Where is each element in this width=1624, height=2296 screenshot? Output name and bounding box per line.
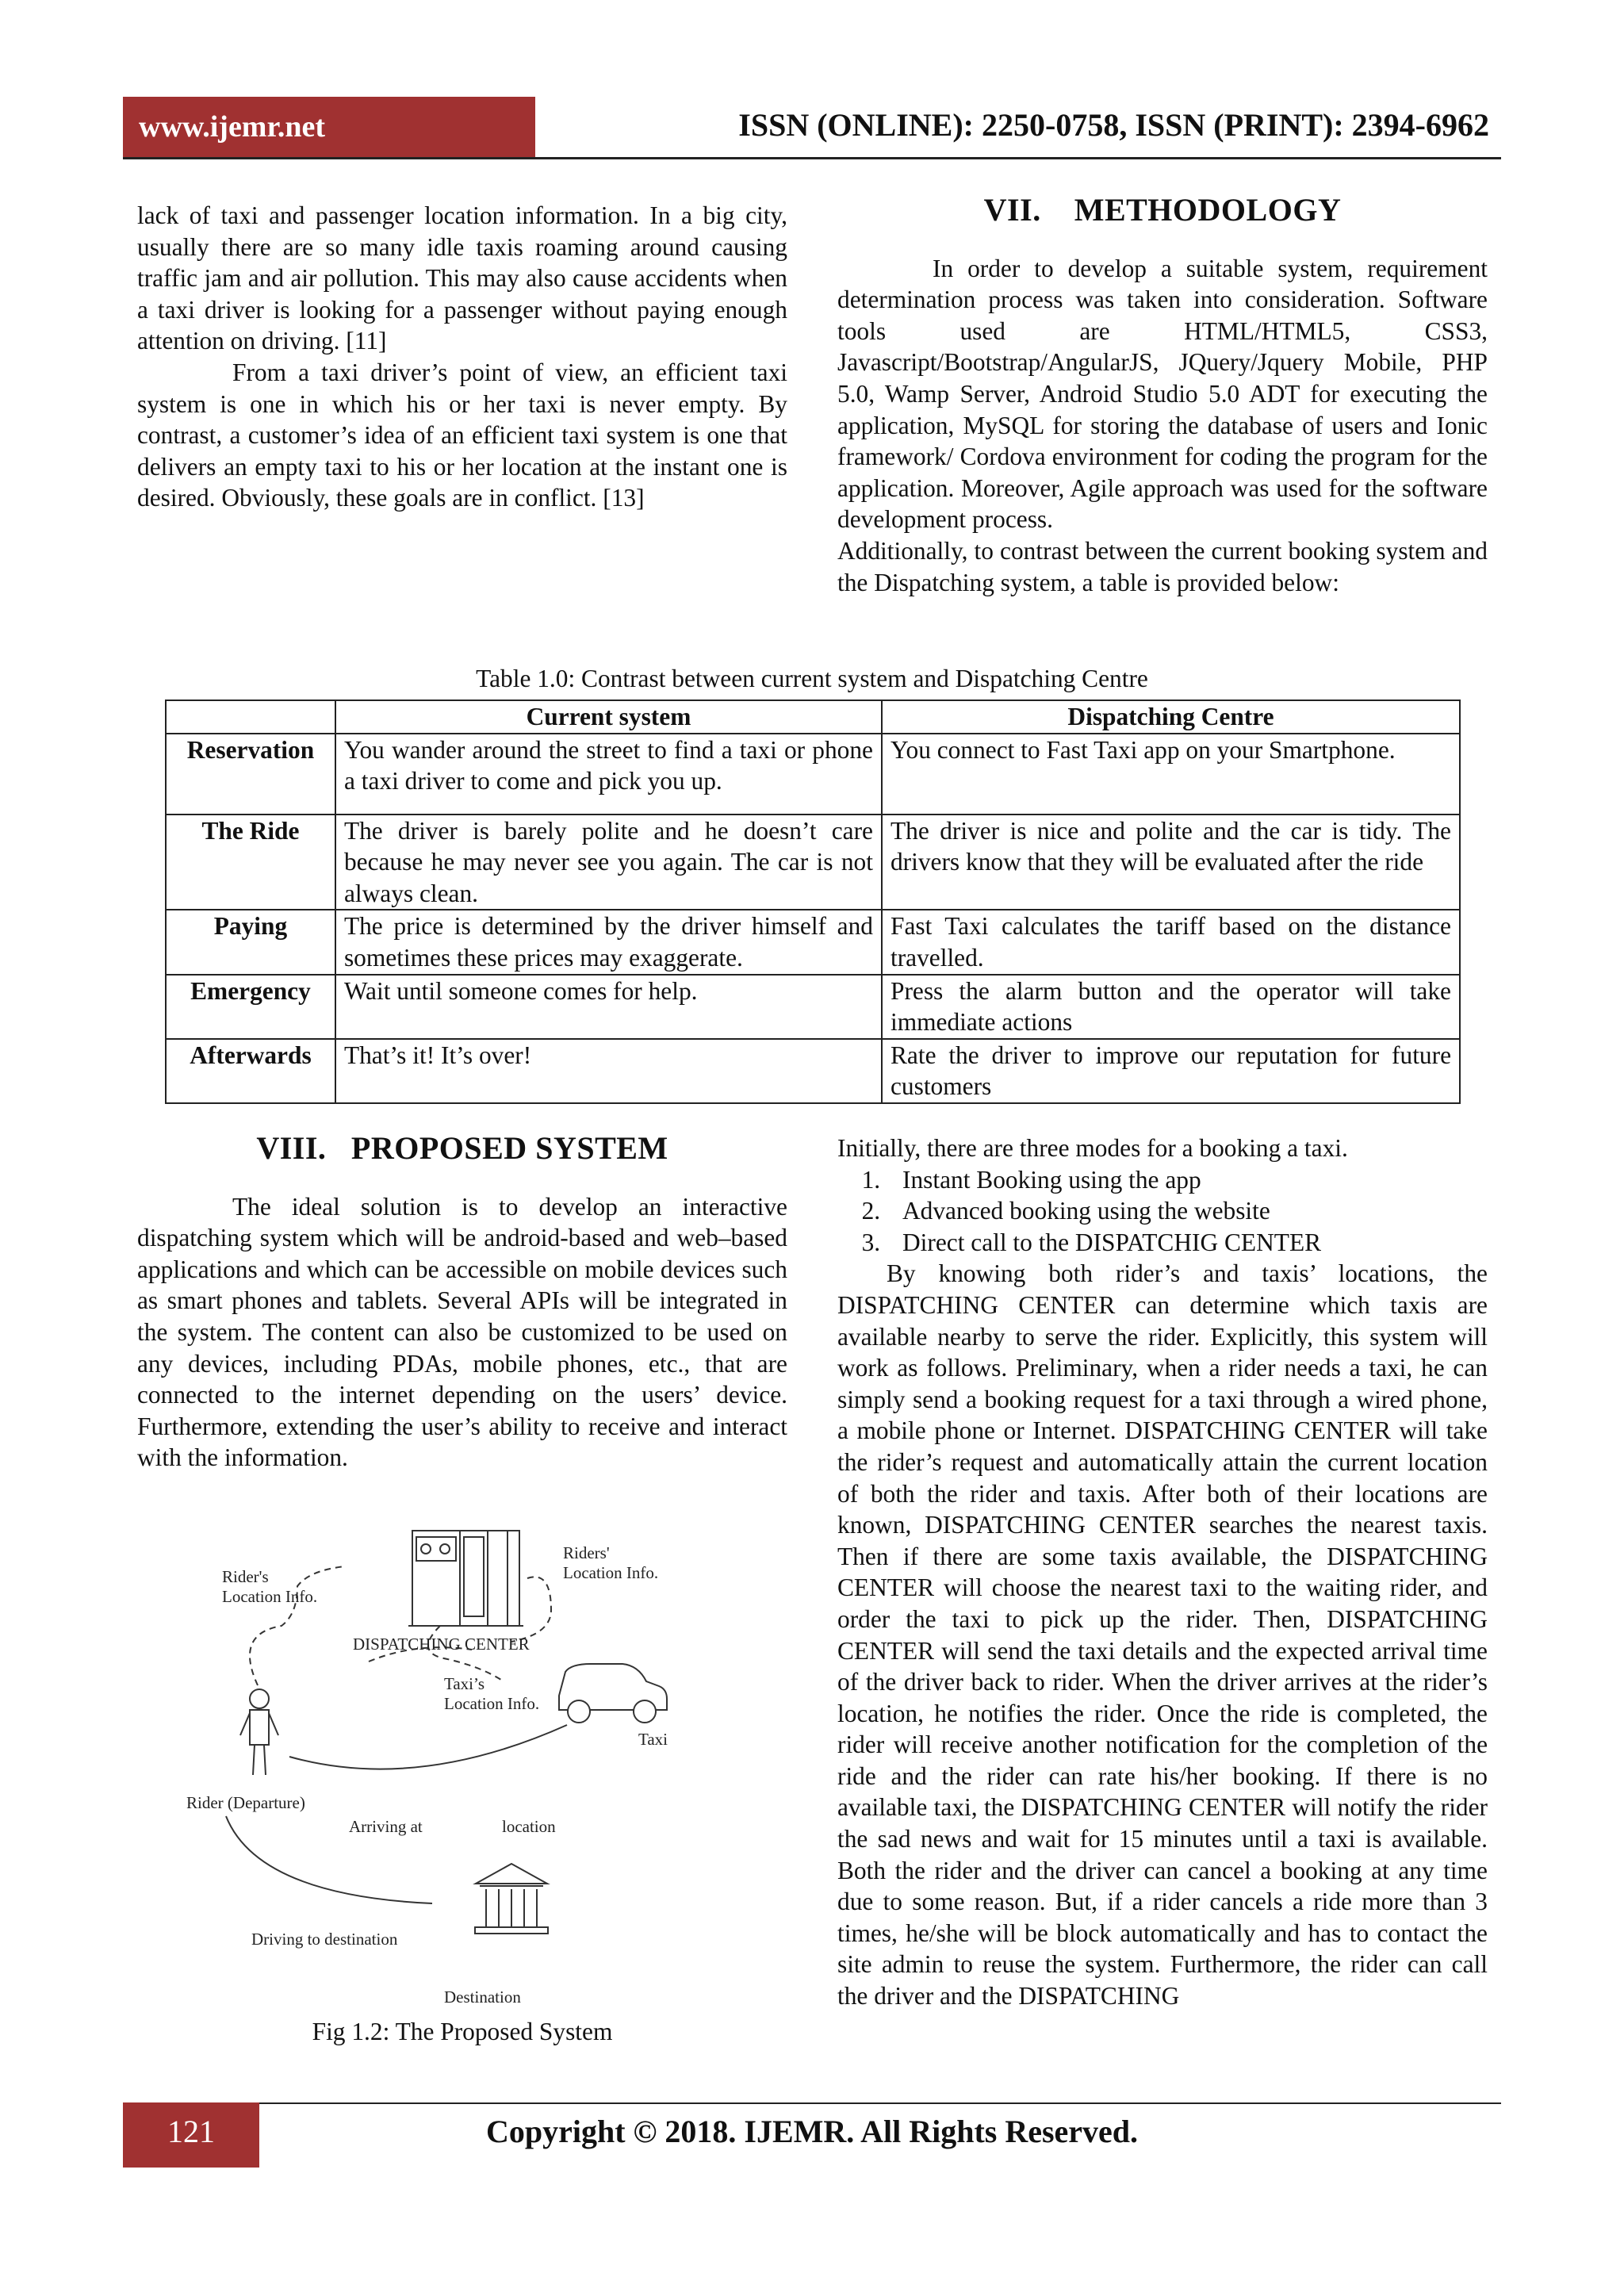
paragraph: Additionally, to contrast between the current booking system and the Dispatching system, a table is provided below: [837, 536, 1488, 596]
list-item: 1. Instant Booking using the app [887, 1164, 1488, 1196]
table-row [166, 815, 1460, 910]
table-cell: That’s it! It’s over! [335, 1039, 882, 1103]
paragraph: From a taxi driver’s point of view, an efficient taxi system is one in which his or her taxi is never empty. By contrast, a customer’s idea of an efficient taxi system is one that delivers an empty taxi to his or her location at the instant one is desired. Obviously, these goals are in conflict. [13] [137, 358, 787, 512]
paragraph: By knowing both rider’s and taxis’ locations, the DISPATCHING CENTER can determine which taxis are available nearby to serve the rider. Explicitly, this system will work as follows. Preliminary, when a rider needs a taxi, he can simply send a booking request for a taxi through a wired phone, a mobile phone or Internet. DISPATCHING CENTER will take the rider’s request and automatically attain the current location of both the rider and taxis. After both of their locations are known, DISPATCHING CENTER searches the nearest taxis. Then if there are some taxis available, the DISPATCHING CENTER will choose the nearest taxi to the waiting rider, and order the taxi to pick up the rider. Then, DISPATCHING CENTER will send the taxi details and the expected arrival time of the driver back to rider. When the driver arrives at the rider’s location, he notifies the rider. Once the ride is completed, the rider will receive another notification for the completion of the ride and the rider can rate his/her booking. If there is no available taxi, the DISPATCHING CENTER will notify the rider the sad news and wait for 15 minutes until a taxi is available. Both the rider and the driver can cancel a booking at any time due to some reason. But, if a rider cancels a ride more than 3 times, he/she will be block automatically and has to contact the site admin to reuse the system. Furthermore, the rider can call the driver and the DISPATCHING [837, 1259, 1488, 2010]
table-header-cell: Dispatching Centre [882, 700, 1460, 734]
fig-label: DISPATCHING CENTER [353, 1635, 530, 1654]
fig-label: Location Info. [222, 1587, 318, 1606]
fig-label: Driving to destination [251, 1930, 398, 1949]
paragraph: In order to develop a suitable system, requirement determination process was taken into consideration. Software tools used are HTML/HTML5, CSS3, Javascript/Bootstrap/AngularJS, JQuery/Jquery Mobile, PHP 5.0, Wamp Server, Android Studio 5.0 ADT for executing the application, MySQL for storing the database of users and Ionic framework/ Cordova environment for coding the program for the application. Moreover, Agile approach was used for the software development process. [837, 254, 1488, 534]
row-label: The Ride [166, 815, 335, 910]
list-item: 3. Direct call to the DISPATCHIG CENTER [887, 1227, 1488, 1259]
row-label: Afterwards [166, 1039, 335, 1103]
table-cell: Rate the driver to improve our reputation for future customers [882, 1039, 1460, 1103]
right-column-bottom [837, 1133, 1488, 2012]
booking-modes-list [837, 1164, 1488, 1259]
copyright-text: Copyright © 2018. IJEMR. All Rights Reserved. [485, 2114, 1139, 2149]
issn-text: ISSN (ONLINE): 2250-0758, ISSN (PRINT): 2394-6962 [738, 107, 1489, 143]
paragraph: lack of taxi and passenger location information. In a big city, usually there are so many idle taxis roaming around causing traffic jam and air pollution. This may also cause accidents when a taxi driver is looking for a passenger without paying enough attention on driving. [11] [137, 201, 787, 355]
figure-caption: Fig 1.2: The Proposed System [312, 2018, 613, 2045]
destination-icon [475, 1864, 548, 1934]
fig-label: Location Info. [563, 1563, 659, 1582]
table-cell: The driver is barely polite and he doesn’t care because he may never see you again. The car is not always clean. [335, 815, 882, 910]
section-heading-methodology: VII. METHODOLOGY [983, 192, 1342, 228]
table-row [166, 1039, 1460, 1103]
table-header-row [166, 700, 1460, 734]
row-label: Paying [166, 910, 335, 974]
fig-label: location [502, 1817, 556, 1836]
footer-divider [123, 2102, 1501, 2104]
dispatching-center-icon [408, 1531, 523, 1626]
table-row [166, 734, 1460, 815]
fig-label: Arriving at [349, 1817, 423, 1836]
row-label: Reservation [166, 734, 335, 815]
fig-label: Riders' [563, 1543, 610, 1562]
journal-url[interactable]: www.ijemr.net [139, 110, 325, 144]
taxi-car-icon [559, 1664, 667, 1723]
table-cell: You connect to Fast Taxi app on your Smartphone. [882, 734, 1460, 815]
proposed-system-section [137, 1130, 787, 1474]
paragraph: Initially, there are three modes for a booking a taxi. [837, 1134, 1348, 1162]
table-row [166, 975, 1460, 1039]
table-row [166, 910, 1460, 974]
comparison-table [165, 700, 1461, 1104]
section-heading-proposed: VIII. PROPOSED SYSTEM [256, 1130, 668, 1166]
list-item: 2. Advanced booking using the website [887, 1195, 1488, 1227]
flow-arrows [226, 1566, 567, 1903]
fig-label: Destination [444, 1987, 521, 2007]
header-divider [123, 157, 1501, 159]
table-cell: Fast Taxi calculates the tariff based on the distance travelled. [882, 910, 1460, 974]
fig-label: Rider's [222, 1567, 269, 1586]
fig-label: Location Info. [444, 1694, 540, 1713]
table-cell: You wander around the street to find a taxi or phone a taxi driver to come and pick you up. [335, 734, 882, 815]
table-cell: Press the alarm button and the operator will take immediate actions [882, 975, 1460, 1039]
methodology-section [837, 194, 1488, 598]
table-caption: Table 1.0: Contrast between current system and Dispatching Centre [476, 665, 1148, 692]
table-header-cell: Current system [335, 700, 882, 734]
fig-label: Taxi [638, 1730, 668, 1749]
table-cell: Wait until someone comes for help. [335, 975, 882, 1039]
table-cell: The price is determined by the driver himself and sometimes these prices may exaggerate. [335, 910, 882, 974]
proposed-system-figure [178, 1523, 670, 2022]
page-number: 121 [167, 2114, 215, 2149]
rider-person-icon [240, 1689, 278, 1775]
fig-label: Taxi’s [444, 1674, 485, 1693]
fig-label: Rider (Departure) [186, 1793, 305, 1812]
row-label: Emergency [166, 975, 335, 1039]
paragraph: The ideal solution is to develop an interactive dispatching system which will be android-based and web–based applications and which can be accessible on mobile devices such as smart phones and tablets. Several APIs will be integrated in the system. The content can also be customized to be used on any devices, including PDAs, mobile phones, etc., that are connected to the internet depending on the users’ device. Furthermore, extending the user’s ability to receive and interact with the information. [137, 1192, 787, 1472]
table-header-cell [166, 700, 335, 734]
left-column-top [137, 200, 787, 514]
table-cell: The driver is nice and polite and the car is tidy. The drivers know that they will be evaluated after the ride [882, 815, 1460, 910]
